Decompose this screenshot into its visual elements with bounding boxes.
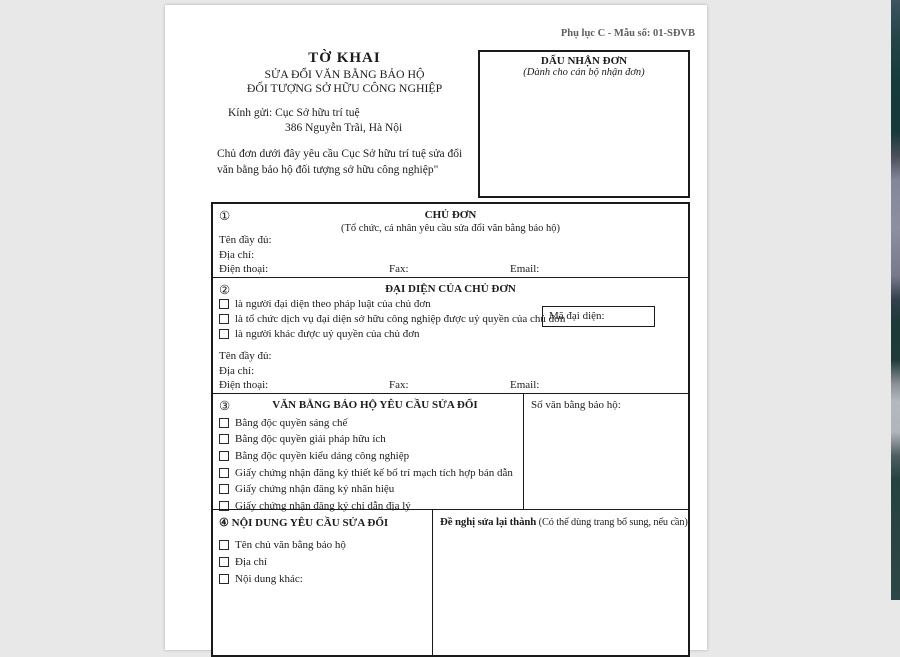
- representative-name-label: Tên đầy đủ:: [219, 350, 272, 362]
- section2-number-icon: ②: [219, 283, 231, 297]
- checkbox-label: Bằng độc quyền giải pháp hữu ích: [235, 433, 386, 446]
- checkbox-label: Địa chỉ: [235, 555, 268, 568]
- checkbox-option: [219, 536, 346, 553]
- checkbox-label: Tên chủ văn bằng bảo hộ: [235, 538, 346, 551]
- protection-title-options: [219, 415, 513, 515]
- representative-phone-label: Điện thoại:: [219, 379, 269, 391]
- section1-number-icon: ①: [219, 209, 231, 223]
- checkbox-option: [219, 296, 565, 311]
- form-subtitle-line2: ĐỐI TƯỢNG SỞ HỮU CÔNG NGHIỆP: [246, 80, 443, 95]
- form-title: TỜ KHAI: [308, 50, 381, 66]
- section-applicant: [213, 204, 688, 277]
- section-protection-title: [213, 393, 688, 510]
- checkbox-label: Giấy chứng nhận đăng ký thiết kế bố trí mạch tích hợp bán dẫn: [235, 466, 513, 479]
- section1-subtitle: (Tổ chức, cá nhân yêu cầu sửa đổi văn bằng bảo hộ): [341, 223, 560, 234]
- checkbox-option: [219, 311, 565, 326]
- section2-title: ĐẠI DIỆN CỦA CHỦ ĐƠN: [385, 283, 516, 295]
- checkbox-icon[interactable]: [219, 468, 229, 478]
- agent-code-field[interactable]: Mã đại diện:: [542, 306, 655, 327]
- checkbox-option: [219, 570, 346, 587]
- section4-title: ④ NỘI DUNG YÊU CẦU SỬA ĐỔI: [219, 517, 389, 529]
- applicant-fax-label: Fax:: [389, 263, 409, 275]
- representative-email-label: Email:: [510, 379, 540, 391]
- checkbox-option: [219, 464, 513, 481]
- checkbox-label: là người đại diện theo pháp luật của chủ đơn: [235, 297, 431, 310]
- representative-address-label: Địa chỉ:: [219, 365, 255, 377]
- applicant-address-label: Địa chỉ:: [219, 249, 255, 261]
- applicant-email-label: Email:: [510, 263, 540, 275]
- form-subtitle-line1: SỬA ĐỔI VĂN BẰNG BẢO HỘ: [264, 67, 425, 81]
- recipient-address: 386 Nguyễn Trãi, Hà Nội: [285, 122, 403, 134]
- checkbox-icon[interactable]: [219, 574, 229, 584]
- declaration-intro: Chủ đơn dưới đây yêu cầu Cục Sở hữu trí tuệ sửa đổi văn bằng bảo hộ đối tượng sở hữu công nghiệp": [217, 148, 463, 176]
- cert-number-label: Số văn bằng bảo hộ:: [531, 398, 621, 411]
- document-page: [165, 5, 707, 650]
- cert-number-cell[interactable]: [523, 394, 688, 510]
- checkbox-option: [219, 553, 346, 570]
- section-representative: [213, 277, 688, 393]
- checkbox-option: [219, 481, 513, 498]
- checkbox-label: Nội dung khác:: [235, 572, 303, 585]
- amendment-options: [219, 536, 346, 587]
- amendment-options-cell: [213, 510, 432, 655]
- checkbox-label: Bằng độc quyền sáng chế: [235, 416, 348, 429]
- section-amendment-content: [213, 509, 688, 655]
- representative-fax-label: Fax:: [389, 379, 409, 391]
- checkbox-icon[interactable]: [219, 540, 229, 550]
- recipient-line: Kính gửi: Cục Sở hữu trí tuệ: [228, 107, 360, 119]
- checkbox-option: [219, 448, 513, 465]
- section4-number-icon: ④: [219, 517, 229, 529]
- section1-title: CHỦ ĐƠN: [424, 209, 477, 221]
- checkbox-icon[interactable]: [219, 299, 229, 309]
- stamp-box-note: (Dành cho cán bộ nhận đơn): [523, 67, 645, 78]
- revision-cell[interactable]: [432, 510, 688, 655]
- protection-title-options-cell: [213, 394, 523, 510]
- section3-number-icon: ③: [219, 398, 231, 413]
- checkbox-option: [219, 431, 513, 448]
- revision-label: Đề nghị sửa lại thành (Có thể dùng trang bổ sung, nếu cần): [440, 516, 688, 528]
- form-title-block: [211, 50, 478, 95]
- checkbox-label: là tổ chức dịch vụ đại diện sở hữu công nghiệp được uỷ quyền của chủ đơn: [235, 312, 566, 325]
- checkbox-icon[interactable]: [219, 314, 229, 324]
- form-table: [211, 202, 690, 657]
- checkbox-icon[interactable]: [219, 329, 229, 339]
- representative-options: [219, 296, 565, 341]
- section3-title: VĂN BẰNG BẢO HỘ YÊU CẦU SỬA ĐỔI: [272, 398, 478, 411]
- checkbox-icon[interactable]: [219, 451, 229, 461]
- stamp-box-title: DẤU NHẬN ĐƠN: [540, 55, 628, 67]
- checkbox-option: [219, 415, 513, 432]
- form-reference-number: Phụ lục C - Mẫu số: 01-SĐVB: [560, 28, 695, 39]
- checkbox-label: Giấy chứng nhận đăng ký chỉ dẫn địa lý: [235, 499, 411, 512]
- checkbox-icon[interactable]: [219, 418, 229, 428]
- checkbox-label: Giấy chứng nhận đăng ký nhãn hiệu: [235, 483, 395, 496]
- applicant-phone-label: Điện thoại:: [219, 263, 269, 275]
- applicant-name-label: Tên đầy đủ:: [219, 234, 272, 246]
- receipt-stamp-box: [478, 50, 690, 198]
- checkbox-label: là người khác được uỷ quyền của chủ đơn: [235, 327, 420, 340]
- checkbox-option: [219, 326, 565, 341]
- checkbox-icon[interactable]: [219, 434, 229, 444]
- checkbox-icon[interactable]: [219, 484, 229, 494]
- checkbox-icon[interactable]: [219, 557, 229, 567]
- checkbox-label: Bằng độc quyền kiểu dáng công nghiệp: [235, 449, 410, 462]
- background-photo-edge: [891, 0, 900, 600]
